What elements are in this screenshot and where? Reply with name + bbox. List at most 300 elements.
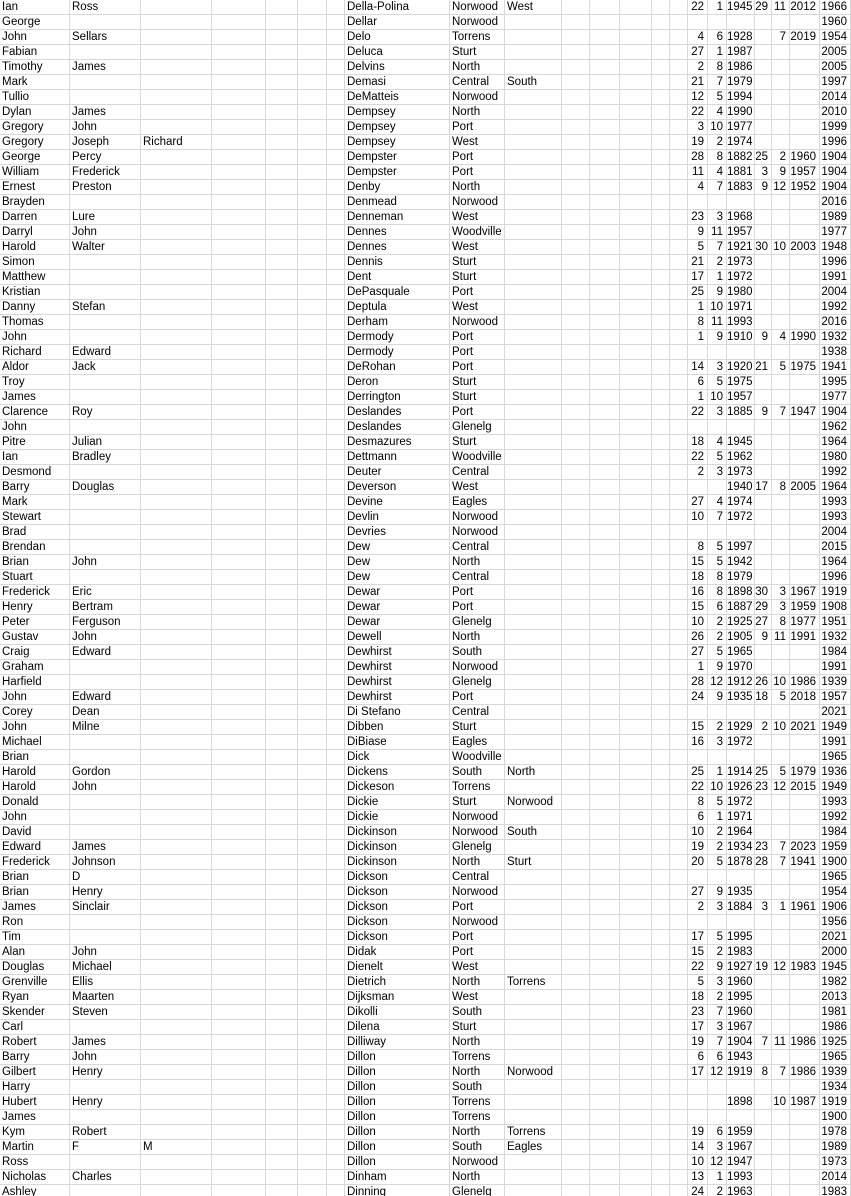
cell-surname[interactable]: Didak	[345, 945, 450, 959]
cell-empty[interactable]	[327, 375, 345, 389]
cell-empty[interactable]	[327, 465, 345, 479]
cell-year-2[interactable]	[790, 660, 820, 674]
cell-empty[interactable]	[212, 765, 266, 779]
cell-empty[interactable]	[327, 1065, 345, 1079]
cell-surname[interactable]: Dewell	[345, 630, 450, 644]
cell-day-1[interactable]: 19	[688, 1035, 708, 1049]
cell-empty[interactable]	[620, 960, 652, 974]
cell-empty[interactable]	[590, 435, 620, 449]
cell-empty[interactable]	[620, 1050, 652, 1064]
cell-first-name[interactable]: Danny	[0, 300, 70, 314]
cell-empty[interactable]	[212, 540, 266, 554]
cell-empty[interactable]	[562, 915, 590, 929]
cell-empty[interactable]	[266, 330, 298, 344]
cell-year-2[interactable]	[790, 435, 820, 449]
cell-year-2[interactable]	[790, 510, 820, 524]
cell-year-1[interactable]	[727, 525, 755, 539]
cell-empty[interactable]	[298, 885, 327, 899]
cell-empty[interactable]	[590, 840, 620, 854]
cell-year-1[interactable]: 1935	[727, 690, 755, 704]
cell-empty[interactable]	[298, 705, 327, 719]
cell-empty[interactable]	[327, 900, 345, 914]
cell-day-1[interactable]: 2	[688, 60, 708, 74]
cell-empty[interactable]	[652, 270, 670, 284]
cell-year-2[interactable]	[790, 420, 820, 434]
cell-year-2[interactable]: 2012	[790, 0, 820, 14]
cell-empty[interactable]	[652, 1170, 670, 1184]
cell-middle-name[interactable]	[70, 45, 141, 59]
cell-empty[interactable]	[590, 795, 620, 809]
cell-year-1[interactable]	[727, 420, 755, 434]
cell-year-2[interactable]	[790, 825, 820, 839]
cell-club[interactable]: North	[450, 855, 505, 869]
cell-surname[interactable]: Deuter	[345, 465, 450, 479]
cell-empty[interactable]	[620, 825, 652, 839]
cell-month-2[interactable]	[772, 990, 790, 1004]
cell-club[interactable]: Port	[450, 945, 505, 959]
cell-empty[interactable]	[298, 810, 327, 824]
cell-club-2[interactable]	[505, 675, 562, 689]
cell-empty[interactable]	[652, 480, 670, 494]
cell-first-name[interactable]: Ernest	[0, 180, 70, 194]
cell-middle-name-2[interactable]	[141, 345, 212, 359]
cell-middle-name[interactable]: John	[70, 945, 141, 959]
cell-day-2[interactable]: 25	[755, 150, 772, 164]
cell-club[interactable]: Torrens	[450, 1050, 505, 1064]
cell-month-1[interactable]: 9	[708, 885, 727, 899]
cell-middle-name-2[interactable]	[141, 870, 212, 884]
cell-month-1[interactable]: 9	[708, 285, 727, 299]
cell-first-name[interactable]: Brayden	[0, 195, 70, 209]
cell-year-1[interactable]: 1934	[727, 840, 755, 854]
cell-empty[interactable]	[670, 525, 688, 539]
cell-empty[interactable]	[212, 1110, 266, 1124]
cell-empty[interactable]	[298, 135, 327, 149]
cell-club-2[interactable]	[505, 690, 562, 704]
cell-day-2[interactable]	[755, 1185, 772, 1196]
cell-club[interactable]: Glenelg	[450, 420, 505, 434]
cell-empty[interactable]	[298, 675, 327, 689]
cell-club-2[interactable]	[505, 435, 562, 449]
cell-month-1[interactable]: 12	[708, 1065, 727, 1079]
cell-empty[interactable]	[562, 600, 590, 614]
cell-surname[interactable]: Deptula	[345, 300, 450, 314]
cell-club-2[interactable]	[505, 30, 562, 44]
cell-year-3[interactable]: 2010	[820, 105, 851, 119]
cell-year-3[interactable]: 1956	[820, 915, 851, 929]
cell-empty[interactable]	[266, 825, 298, 839]
cell-middle-name[interactable]	[70, 1185, 141, 1196]
cell-year-3[interactable]: 1993	[820, 510, 851, 524]
cell-empty[interactable]	[590, 45, 620, 59]
cell-year-2[interactable]: 2003	[790, 240, 820, 254]
cell-empty[interactable]	[620, 720, 652, 734]
cell-day-1[interactable]: 18	[688, 990, 708, 1004]
cell-empty[interactable]	[266, 1050, 298, 1064]
cell-surname[interactable]: Dillon	[345, 1065, 450, 1079]
cell-middle-name-2[interactable]	[141, 885, 212, 899]
cell-year-3[interactable]: 1996	[820, 255, 851, 269]
cell-day-1[interactable]: 25	[688, 285, 708, 299]
cell-day-2[interactable]	[755, 1095, 772, 1109]
cell-empty[interactable]	[620, 225, 652, 239]
cell-month-1[interactable]: 4	[708, 165, 727, 179]
cell-day-1[interactable]: 6	[688, 375, 708, 389]
cell-empty[interactable]	[652, 15, 670, 29]
cell-club[interactable]: Port	[450, 600, 505, 614]
cell-club-2[interactable]	[505, 585, 562, 599]
cell-empty[interactable]	[620, 1170, 652, 1184]
cell-day-1[interactable]: 19	[688, 840, 708, 854]
cell-month-1[interactable]	[708, 345, 727, 359]
cell-year-2[interactable]	[790, 255, 820, 269]
cell-year-2[interactable]: 2019	[790, 30, 820, 44]
cell-year-1[interactable]: 1920	[727, 360, 755, 374]
cell-club[interactable]: Norwood	[450, 510, 505, 524]
cell-empty[interactable]	[266, 1140, 298, 1154]
cell-club-2[interactable]	[505, 1005, 562, 1019]
cell-month-1[interactable]: 5	[708, 930, 727, 944]
cell-month-1[interactable]: 5	[708, 540, 727, 554]
cell-empty[interactable]	[670, 630, 688, 644]
cell-first-name[interactable]: Graham	[0, 660, 70, 674]
cell-day-1[interactable]: 6	[688, 1050, 708, 1064]
cell-first-name[interactable]: Donald	[0, 795, 70, 809]
cell-club[interactable]: Port	[450, 930, 505, 944]
cell-middle-name-2[interactable]: M	[141, 1140, 212, 1154]
cell-club[interactable]: Central	[450, 75, 505, 89]
cell-year-3[interactable]: 1945	[820, 960, 851, 974]
cell-empty[interactable]	[670, 360, 688, 374]
cell-empty[interactable]	[266, 945, 298, 959]
cell-day-1[interactable]	[688, 1095, 708, 1109]
cell-empty[interactable]	[266, 150, 298, 164]
cell-month-1[interactable]: 12	[708, 1155, 727, 1169]
cell-empty[interactable]	[652, 105, 670, 119]
cell-empty[interactable]	[562, 30, 590, 44]
cell-empty[interactable]	[670, 810, 688, 824]
cell-middle-name-2[interactable]	[141, 600, 212, 614]
cell-first-name[interactable]: Kym	[0, 1125, 70, 1139]
cell-surname[interactable]: Dillon	[345, 1050, 450, 1064]
cell-day-2[interactable]: 9	[755, 630, 772, 644]
cell-day-2[interactable]	[755, 1080, 772, 1094]
cell-middle-name[interactable]	[70, 1080, 141, 1094]
cell-empty[interactable]	[327, 1155, 345, 1169]
cell-club-2[interactable]	[505, 330, 562, 344]
cell-empty[interactable]	[620, 915, 652, 929]
cell-empty[interactable]	[266, 900, 298, 914]
cell-empty[interactable]	[212, 1020, 266, 1034]
cell-empty[interactable]	[652, 990, 670, 1004]
cell-club[interactable]: Torrens	[450, 30, 505, 44]
cell-day-2[interactable]	[755, 1050, 772, 1064]
cell-day-2[interactable]	[755, 555, 772, 569]
cell-day-1[interactable]: 17	[688, 1065, 708, 1079]
cell-day-1[interactable]: 20	[688, 855, 708, 869]
cell-middle-name[interactable]: Henry	[70, 1065, 141, 1079]
cell-empty[interactable]	[298, 825, 327, 839]
cell-month-1[interactable]: 7	[708, 180, 727, 194]
cell-month-2[interactable]	[772, 1140, 790, 1154]
cell-empty[interactable]	[670, 975, 688, 989]
cell-year-3[interactable]: 1964	[820, 555, 851, 569]
cell-year-1[interactable]	[727, 1110, 755, 1124]
cell-empty[interactable]	[652, 210, 670, 224]
cell-middle-name[interactable]: Edward	[70, 690, 141, 704]
cell-empty[interactable]	[620, 210, 652, 224]
cell-empty[interactable]	[562, 15, 590, 29]
cell-middle-name-2[interactable]	[141, 375, 212, 389]
cell-middle-name-2[interactable]	[141, 165, 212, 179]
cell-empty[interactable]	[590, 180, 620, 194]
cell-year-1[interactable]: 1928	[727, 30, 755, 44]
cell-surname[interactable]: Dinham	[345, 1170, 450, 1184]
cell-month-2[interactable]	[772, 1185, 790, 1196]
cell-empty[interactable]	[327, 945, 345, 959]
cell-year-2[interactable]	[790, 1050, 820, 1064]
cell-day-2[interactable]: 17	[755, 480, 772, 494]
cell-year-3[interactable]: 1957	[820, 690, 851, 704]
cell-empty[interactable]	[652, 510, 670, 524]
cell-club[interactable]: South	[450, 645, 505, 659]
cell-empty[interactable]	[298, 555, 327, 569]
cell-middle-name-2[interactable]	[141, 420, 212, 434]
cell-club-2[interactable]	[505, 405, 562, 419]
cell-club[interactable]: Woodville	[450, 450, 505, 464]
cell-empty[interactable]	[327, 225, 345, 239]
cell-year-2[interactable]	[790, 315, 820, 329]
cell-empty[interactable]	[327, 105, 345, 119]
cell-month-2[interactable]	[772, 45, 790, 59]
cell-middle-name-2[interactable]	[141, 1170, 212, 1184]
cell-year-1[interactable]	[727, 750, 755, 764]
cell-empty[interactable]	[266, 420, 298, 434]
cell-empty[interactable]	[327, 30, 345, 44]
cell-empty[interactable]	[620, 465, 652, 479]
cell-month-2[interactable]	[772, 450, 790, 464]
cell-empty[interactable]	[298, 15, 327, 29]
cell-empty[interactable]	[620, 165, 652, 179]
cell-empty[interactable]	[590, 1020, 620, 1034]
cell-day-1[interactable]	[688, 915, 708, 929]
cell-first-name[interactable]: Clarence	[0, 405, 70, 419]
cell-day-1[interactable]	[688, 525, 708, 539]
cell-year-3[interactable]: 1993	[820, 795, 851, 809]
cell-year-3[interactable]: 1948	[820, 240, 851, 254]
cell-day-1[interactable]: 15	[688, 945, 708, 959]
cell-empty[interactable]	[212, 345, 266, 359]
cell-first-name[interactable]: George	[0, 15, 70, 29]
cell-year-2[interactable]	[790, 135, 820, 149]
cell-middle-name-2[interactable]	[141, 825, 212, 839]
cell-month-2[interactable]: 10	[772, 720, 790, 734]
cell-club-2[interactable]	[505, 540, 562, 554]
cell-empty[interactable]	[327, 1005, 345, 1019]
cell-middle-name[interactable]	[70, 465, 141, 479]
cell-day-2[interactable]	[755, 930, 772, 944]
cell-club[interactable]: Torrens	[450, 780, 505, 794]
cell-empty[interactable]	[327, 690, 345, 704]
cell-year-2[interactable]	[790, 1170, 820, 1184]
cell-day-2[interactable]	[755, 1005, 772, 1019]
cell-month-2[interactable]: 1	[772, 900, 790, 914]
cell-day-2[interactable]	[755, 975, 772, 989]
cell-middle-name[interactable]	[70, 915, 141, 929]
cell-club[interactable]: Woodville	[450, 225, 505, 239]
cell-empty[interactable]	[266, 180, 298, 194]
cell-empty[interactable]	[590, 900, 620, 914]
cell-first-name[interactable]: Harold	[0, 240, 70, 254]
cell-year-2[interactable]	[790, 750, 820, 764]
cell-surname[interactable]: Dempster	[345, 165, 450, 179]
cell-month-2[interactable]: 10	[772, 675, 790, 689]
cell-middle-name[interactable]	[70, 660, 141, 674]
cell-month-2[interactable]	[772, 870, 790, 884]
cell-empty[interactable]	[652, 1005, 670, 1019]
cell-club[interactable]: Norwood	[450, 915, 505, 929]
cell-year-1[interactable]: 1929	[727, 720, 755, 734]
cell-empty[interactable]	[298, 1050, 327, 1064]
cell-club[interactable]: North	[450, 630, 505, 644]
cell-year-3[interactable]: 1965	[820, 1050, 851, 1064]
cell-empty[interactable]	[298, 75, 327, 89]
cell-empty[interactable]	[266, 840, 298, 854]
cell-month-1[interactable]: 3	[708, 1020, 727, 1034]
cell-empty[interactable]	[298, 120, 327, 134]
cell-day-1[interactable]: 14	[688, 1140, 708, 1154]
cell-middle-name-2[interactable]	[141, 660, 212, 674]
cell-empty[interactable]	[670, 510, 688, 524]
cell-club[interactable]: Sturt	[450, 435, 505, 449]
cell-empty[interactable]	[620, 885, 652, 899]
cell-first-name[interactable]: Mark	[0, 75, 70, 89]
cell-month-1[interactable]: 4	[708, 435, 727, 449]
cell-middle-name[interactable]	[70, 15, 141, 29]
cell-empty[interactable]	[327, 435, 345, 449]
cell-empty[interactable]	[670, 480, 688, 494]
cell-day-1[interactable]: 28	[688, 675, 708, 689]
cell-empty[interactable]	[327, 1140, 345, 1154]
cell-year-1[interactable]: 1926	[727, 780, 755, 794]
cell-empty[interactable]	[620, 705, 652, 719]
cell-empty[interactable]	[670, 690, 688, 704]
cell-empty[interactable]	[590, 765, 620, 779]
cell-year-1[interactable]: 1914	[727, 765, 755, 779]
cell-club-2[interactable]: West	[505, 0, 562, 14]
cell-club[interactable]: Central	[450, 705, 505, 719]
cell-empty[interactable]	[266, 990, 298, 1004]
cell-surname[interactable]: DeMatteis	[345, 90, 450, 104]
cell-club-2[interactable]	[505, 105, 562, 119]
cell-empty[interactable]	[266, 1185, 298, 1196]
cell-empty[interactable]	[652, 855, 670, 869]
cell-month-1[interactable]: 8	[708, 570, 727, 584]
cell-middle-name-2[interactable]: Richard	[141, 135, 212, 149]
cell-empty[interactable]	[562, 90, 590, 104]
cell-empty[interactable]	[652, 600, 670, 614]
cell-empty[interactable]	[590, 540, 620, 554]
cell-club[interactable]: Port	[450, 900, 505, 914]
cell-empty[interactable]	[212, 735, 266, 749]
cell-surname[interactable]: Dickie	[345, 810, 450, 824]
cell-empty[interactable]	[266, 300, 298, 314]
cell-empty[interactable]	[652, 225, 670, 239]
cell-year-3[interactable]: 1986	[820, 1020, 851, 1034]
cell-year-1[interactable]: 1994	[727, 90, 755, 104]
cell-empty[interactable]	[590, 960, 620, 974]
cell-month-2[interactable]	[772, 1125, 790, 1139]
cell-empty[interactable]	[652, 300, 670, 314]
cell-empty[interactable]	[266, 555, 298, 569]
cell-empty[interactable]	[298, 240, 327, 254]
cell-day-2[interactable]	[755, 90, 772, 104]
cell-empty[interactable]	[327, 660, 345, 674]
cell-empty[interactable]	[266, 1005, 298, 1019]
cell-club-2[interactable]	[505, 930, 562, 944]
cell-day-1[interactable]: 10	[688, 825, 708, 839]
cell-empty[interactable]	[620, 930, 652, 944]
cell-middle-name-2[interactable]	[141, 735, 212, 749]
cell-empty[interactable]	[327, 360, 345, 374]
cell-empty[interactable]	[562, 1050, 590, 1064]
cell-middle-name-2[interactable]	[141, 390, 212, 404]
cell-year-3[interactable]: 1984	[820, 825, 851, 839]
cell-empty[interactable]	[212, 45, 266, 59]
cell-month-1[interactable]: 7	[708, 1005, 727, 1019]
cell-month-1[interactable]	[708, 480, 727, 494]
cell-empty[interactable]	[620, 1125, 652, 1139]
cell-year-1[interactable]: 1974	[727, 135, 755, 149]
cell-first-name[interactable]: David	[0, 825, 70, 839]
cell-middle-name[interactable]: James	[70, 1035, 141, 1049]
cell-year-1[interactable]: 1904	[727, 1035, 755, 1049]
cell-first-name[interactable]: Simon	[0, 255, 70, 269]
cell-surname[interactable]: Denby	[345, 180, 450, 194]
cell-empty[interactable]	[327, 165, 345, 179]
cell-first-name[interactable]: Gustav	[0, 630, 70, 644]
cell-month-1[interactable]: 11	[708, 315, 727, 329]
cell-empty[interactable]	[327, 1125, 345, 1139]
cell-day-2[interactable]: 29	[755, 600, 772, 614]
cell-empty[interactable]	[212, 570, 266, 584]
cell-surname[interactable]: Dickens	[345, 765, 450, 779]
cell-middle-name[interactable]: Sellars	[70, 30, 141, 44]
cell-first-name[interactable]: Corey	[0, 705, 70, 719]
cell-empty[interactable]	[670, 270, 688, 284]
cell-year-1[interactable]: 1965	[727, 645, 755, 659]
cell-empty[interactable]	[327, 930, 345, 944]
cell-month-2[interactable]	[772, 570, 790, 584]
cell-empty[interactable]	[266, 1065, 298, 1079]
cell-empty[interactable]	[652, 165, 670, 179]
cell-empty[interactable]	[327, 270, 345, 284]
cell-middle-name-2[interactable]	[141, 1080, 212, 1094]
cell-middle-name[interactable]	[70, 315, 141, 329]
cell-year-1[interactable]: 1883	[727, 180, 755, 194]
cell-empty[interactable]	[620, 660, 652, 674]
cell-empty[interactable]	[670, 855, 688, 869]
cell-middle-name-2[interactable]	[141, 405, 212, 419]
cell-empty[interactable]	[266, 0, 298, 14]
cell-empty[interactable]	[620, 645, 652, 659]
cell-first-name[interactable]: Gilbert	[0, 1065, 70, 1079]
cell-month-1[interactable]: 2	[708, 255, 727, 269]
cell-club-2[interactable]	[505, 900, 562, 914]
cell-year-1[interactable]: 1973	[727, 465, 755, 479]
cell-empty[interactable]	[298, 900, 327, 914]
cell-empty[interactable]	[266, 1170, 298, 1184]
